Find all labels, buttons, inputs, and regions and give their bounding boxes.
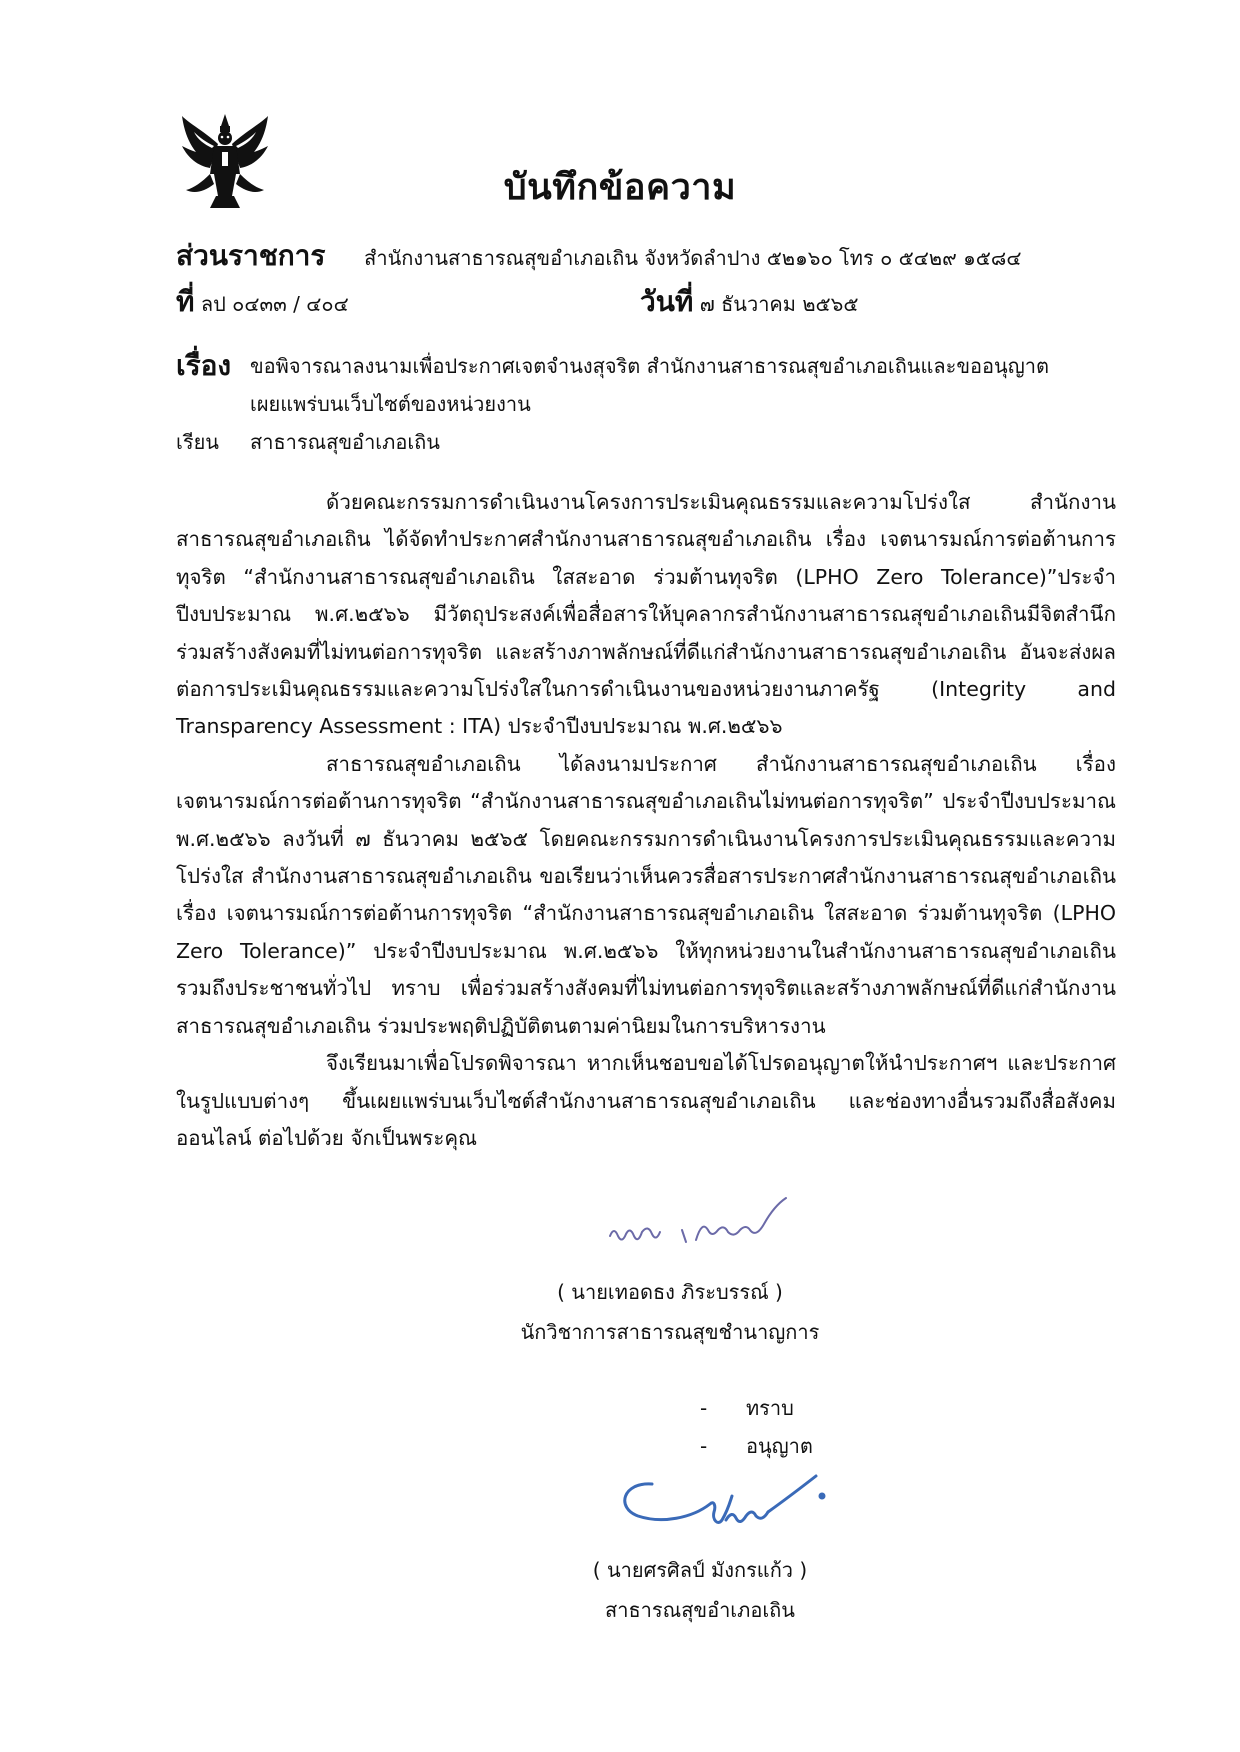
approval-acknowledge: ทราบ	[745, 1396, 794, 1420]
agency-row	[176, 234, 1022, 278]
subject-line-1: ขอพิจารณาลงนามเพื่อประกาศเจตจำนงสุจริต สำนักงานสาธารณสุขอำเภอเถินและขออนุญาต	[250, 354, 1049, 378]
subject-line-2: เผยแพร่บนเว็บไซต์ของหน่วยงาน	[250, 392, 531, 416]
signature-1-image	[600, 1196, 840, 1266]
signer-1-position: นักวิชาการสาธารณสุขชำนาญการ	[520, 1320, 820, 1344]
subject-label: เรื่อง	[176, 349, 232, 382]
body-paragraph-3: จึงเรียนมาเพื่อโปรดพิจารณา หากเห็นชอบขอได้โปรดอนุญาตให้นำประกาศฯ และประกาศในรูปแบบต่างๆ ขึ้นเผยแพร่บนเว็บไซต์สำนักงานสาธารณสุขอำเภอเถิน และช่องทางอื่นรวมถึงสื่อสังคมออนไลน์ ต่อไปด้วย จักเป็นพระคุณ	[176, 1051, 1116, 1150]
memo-body	[176, 484, 1116, 1157]
signature-2-image	[612, 1462, 842, 1542]
addressee-value: สาธารณสุขอำเภอเถิน	[250, 430, 440, 454]
agency-value: สำนักงานสาธารณสุขอำเภอเถิน จังหวัดลำปาง ๕๒๑๖๐ โทร ๐ ๕๔๒๙ ๑๕๘๔	[364, 246, 1022, 270]
approval-permit: อนุญาต	[745, 1434, 813, 1458]
reference-row	[176, 280, 349, 324]
body-paragraph-2: สาธารณสุขอำเภอเถิน ได้ลงนามประกาศ สำนักงานสาธารณสุขอำเภอเถิน เรื่อง เจตนารมณ์การต่อต้านการทุจริต “สำนักงานสาธารณสุขอำเภอเถินไม่ทนต่อการทุจริต” ประจำปีงบประมาณ พ.ศ.๒๕๖๖ ลงวันที่ ๗ ธันวาคม ๒๕๖๕ โดยคณะกรรมการดำเนินงานโครงการประเมินคุณธรรมและความโปร่งใส สำนักงานสาธารณสุขอำเภอเถิน ขอเรียนว่าเห็นควรสื่อสารประกาศสำนักงานสาธารณสุขอำเภอเถิน เรื่อง เจตนารมณ์การต่อต้านการทุจริต “สำนักงานสาธารณสุขอำเภอเถิน ใสสะอาด ร่วมต้านทุจริต (LPHO Zero Tolerance)” ประจำปีงบประมาณ พ.ศ.๒๕๖๖ ให้ทุกหน่วยงานในสำนักงานสาธารณสุขอำเภอเถิน รวมถึงประชาชนทั่วไป ทราบ เพื่อร่วมสร้างสังคมที่ไม่ทนต่อการทุจริตและสร้างภาพลักษณ์ที่ดีแก่สำนักงานสาธารณสุขอำเภอเถิน ร่วมประพฤติปฏิบัติตนตามค่านิยมในการบริหารงาน	[176, 751, 1116, 1038]
date-label: วันที่	[640, 285, 694, 318]
approval-dash-2: -	[700, 1434, 708, 1458]
signer-2-position: สาธารณสุขอำเภอเถิน	[605, 1598, 795, 1622]
signer-1-name: ( นายเทอดธง ภิระบรรณ์ )	[557, 1280, 783, 1304]
page-title: บันทึกข้อความ	[503, 167, 737, 208]
approval-item-2	[700, 1430, 813, 1462]
subject-row	[176, 344, 231, 388]
reference-label: ที่	[176, 285, 195, 318]
body-paragraph-1: ด้วยคณะกรรมการดำเนินงานโครงการประเมินคุณธรรมและความโปร่งใส สำนักงานสาธารณสุขอำเภอเถิน ได้จัดทำประกาศสำนักงานสาธารณสุขอำเภอเถิน เรื่อง เจตนารมณ์การต่อต้านการทุจริต “สำนักงานสาธารณสุขอำเภอเถิน ใสสะอาด ร่วมต้านทุจริต (LPHO Zero Tolerance)”ประจำปีงบประมาณ พ.ศ.๒๕๖๖ มีวัตถุประสงค์เพื่อสื่อสารให้บุคลากรสำนักงานสาธารณสุขอำเภอเถินมีจิตสำนึก ร่วมสร้างสังคมที่ไม่ทนต่อการทุจริต และสร้างภาพลักษณ์ที่ดีแก่สำนักงานสาธารณสุขอำเภอเถิน อันจะส่งผลต่อการประเมินคุณธรรมและความโปร่งใสในการดำเนินงานของหน่วยงานภาครัฐ (Integrity and Transparency Assessment : ITA) ประจำปีงบประมาณ พ.ศ.๒๕๖๖	[176, 490, 1116, 739]
approval-dash-1: -	[700, 1396, 708, 1420]
signer-2-name: ( นายศรศิลป์ มังกรแก้ว )	[592, 1558, 808, 1582]
addressee-label: เรียน	[176, 430, 219, 454]
date-value: ๗ ธันวาคม ๒๕๖๕	[699, 292, 859, 316]
reference-value: ลป ๐๔๓๓ / ๔๐๔	[200, 292, 349, 316]
date-row	[640, 280, 859, 324]
approval-item-1	[700, 1392, 794, 1424]
agency-label: ส่วนราชการ	[176, 239, 326, 272]
